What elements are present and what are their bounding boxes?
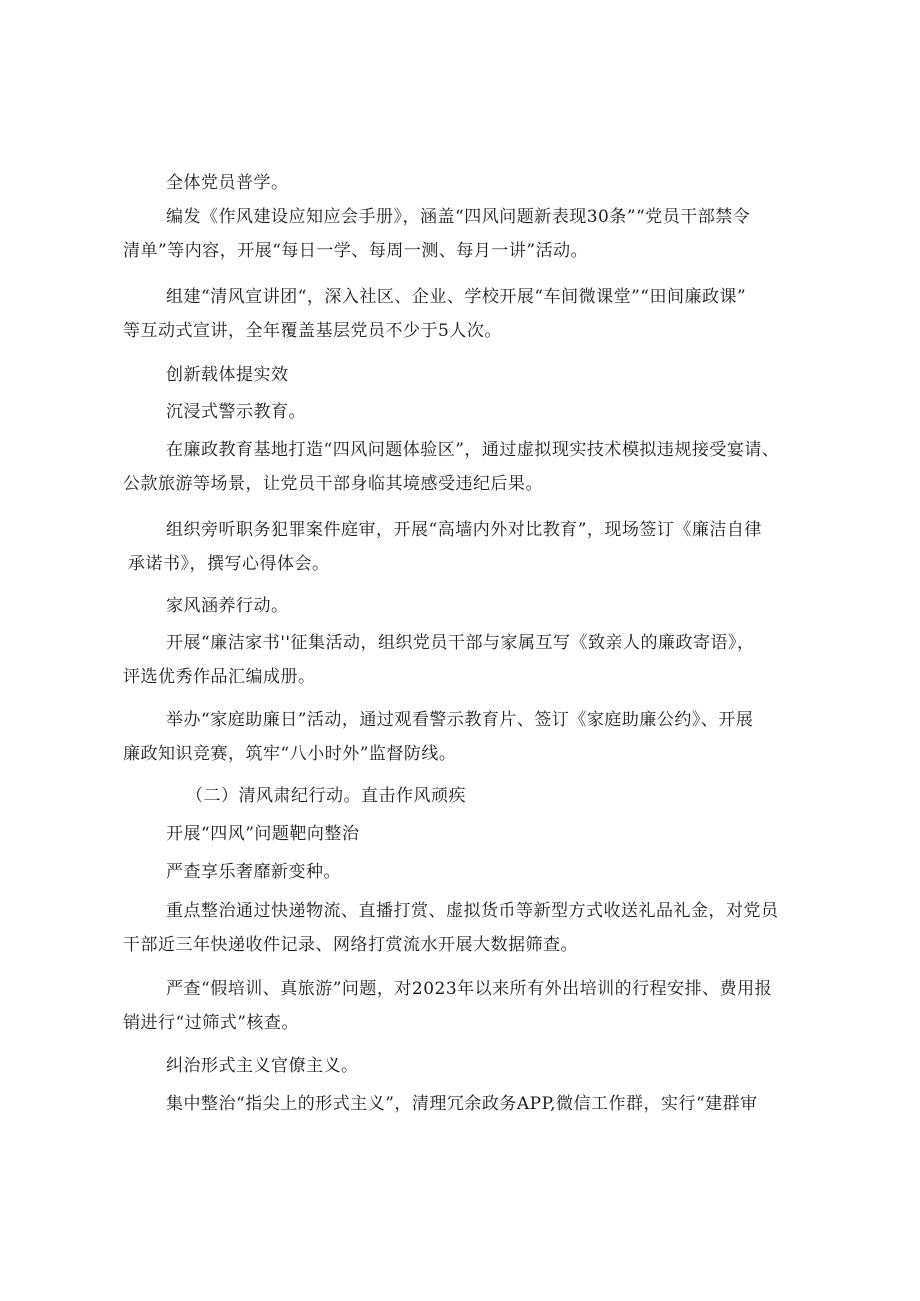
text-line: 开展“廉洁家书''征集活动，组织党员干部与家属互写《致亲人的廉政寄语》，: [166, 633, 755, 653]
text-line: 编发《作风建设应知应会手册》，涵盖“四风问题新表现30条”“党员干部禁令: [166, 207, 751, 227]
text-line: 集中整治“指尖上的形式主义”，清理冗余政务APP,微信工作群，实行“建群审: [166, 1094, 758, 1114]
paragraph-fake-training: [123, 972, 813, 1040]
paragraph-handbook: [123, 200, 813, 268]
text-line: 承诺书》，撰写心得体会。: [128, 554, 330, 574]
text-line: 家风涵养行动。: [166, 596, 289, 616]
text-line: 公款旅游等场景，让党员干部身临其境感受违纪后果。: [123, 474, 543, 494]
text-line: 重点整治通过快递物流、直播打赏、虚拟货币等新型方式收送礼品礼金，对党员: [166, 901, 779, 921]
text-line: 评选优秀作品汇编成册。: [123, 667, 316, 687]
paragraph-court-hearing: [123, 513, 813, 581]
heading-formalism: [166, 1049, 856, 1083]
text-line: 组织旁听职务犯罪案件庭审，开展“高墙内外对比教育”，现场签订《廉洁自律: [166, 520, 762, 540]
heading-immersive-warning: [166, 395, 856, 429]
text-line: 在廉政教育基地打造“四风问题体验区”，通过虚拟现实技术模拟违规接受宴请、: [166, 440, 780, 460]
text-line: 沉浸式警示教育。: [166, 402, 306, 422]
paragraph-experience-zone: [123, 433, 813, 501]
heading-family-culture: [166, 589, 856, 623]
text-line: 清单”等内容，开展“每日一学、每周一测、每月一讲”活动。: [123, 241, 589, 261]
text-line: 创新载体提实效: [166, 365, 289, 385]
heading-extravagance: [166, 855, 856, 889]
paragraph-family-day: [123, 703, 813, 771]
text-line: （二）清风肃纪行动。直击作风顽疾: [186, 786, 466, 806]
text-line: 廉政知识竞赛，筑牢“八小时外”监督防线。: [123, 744, 457, 764]
text-line: 组建“清风宣讲团“，深入社区、企业、学校开展“车间微课堂”“田间廉政课”: [166, 287, 747, 307]
text-line: 干部近三年快递收件记录、网络打赏流水开展大数据筛查。: [123, 935, 578, 955]
text-line: 严查“假培训、真旅游”问题，对2023年以来所有外出培训的行程安排、费用报: [166, 979, 773, 999]
text-line: 全体党员普学。: [166, 173, 289, 193]
text-line: 销进行“过筛式”核查。: [123, 1013, 299, 1033]
heading-four-winds: [166, 817, 856, 851]
text-line: 纠治形式主义官僚主义。: [166, 1056, 359, 1076]
text-line: 举办“家庭助廉日”活动，通过观看警示教育片、签订《家庭助廉公约》、开展: [166, 710, 754, 730]
heading-section-two: [186, 779, 876, 813]
text-line: 严查享乐奢靡新变种。: [166, 862, 341, 882]
heading-innovate-carrier: [166, 358, 856, 392]
text-line: 开展“四风”问题靶向整治: [166, 824, 360, 844]
paragraph-fingertip-formalism: [123, 1087, 813, 1121]
paragraph-family-letters: [123, 626, 813, 694]
paragraph-study-all: [166, 166, 856, 200]
text-line: 等互动式宣讲，全年覆盖基层党员不少于5人次。: [123, 321, 502, 341]
paragraph-express-delivery: [123, 894, 813, 962]
paragraph-lecture-group: [123, 280, 813, 348]
